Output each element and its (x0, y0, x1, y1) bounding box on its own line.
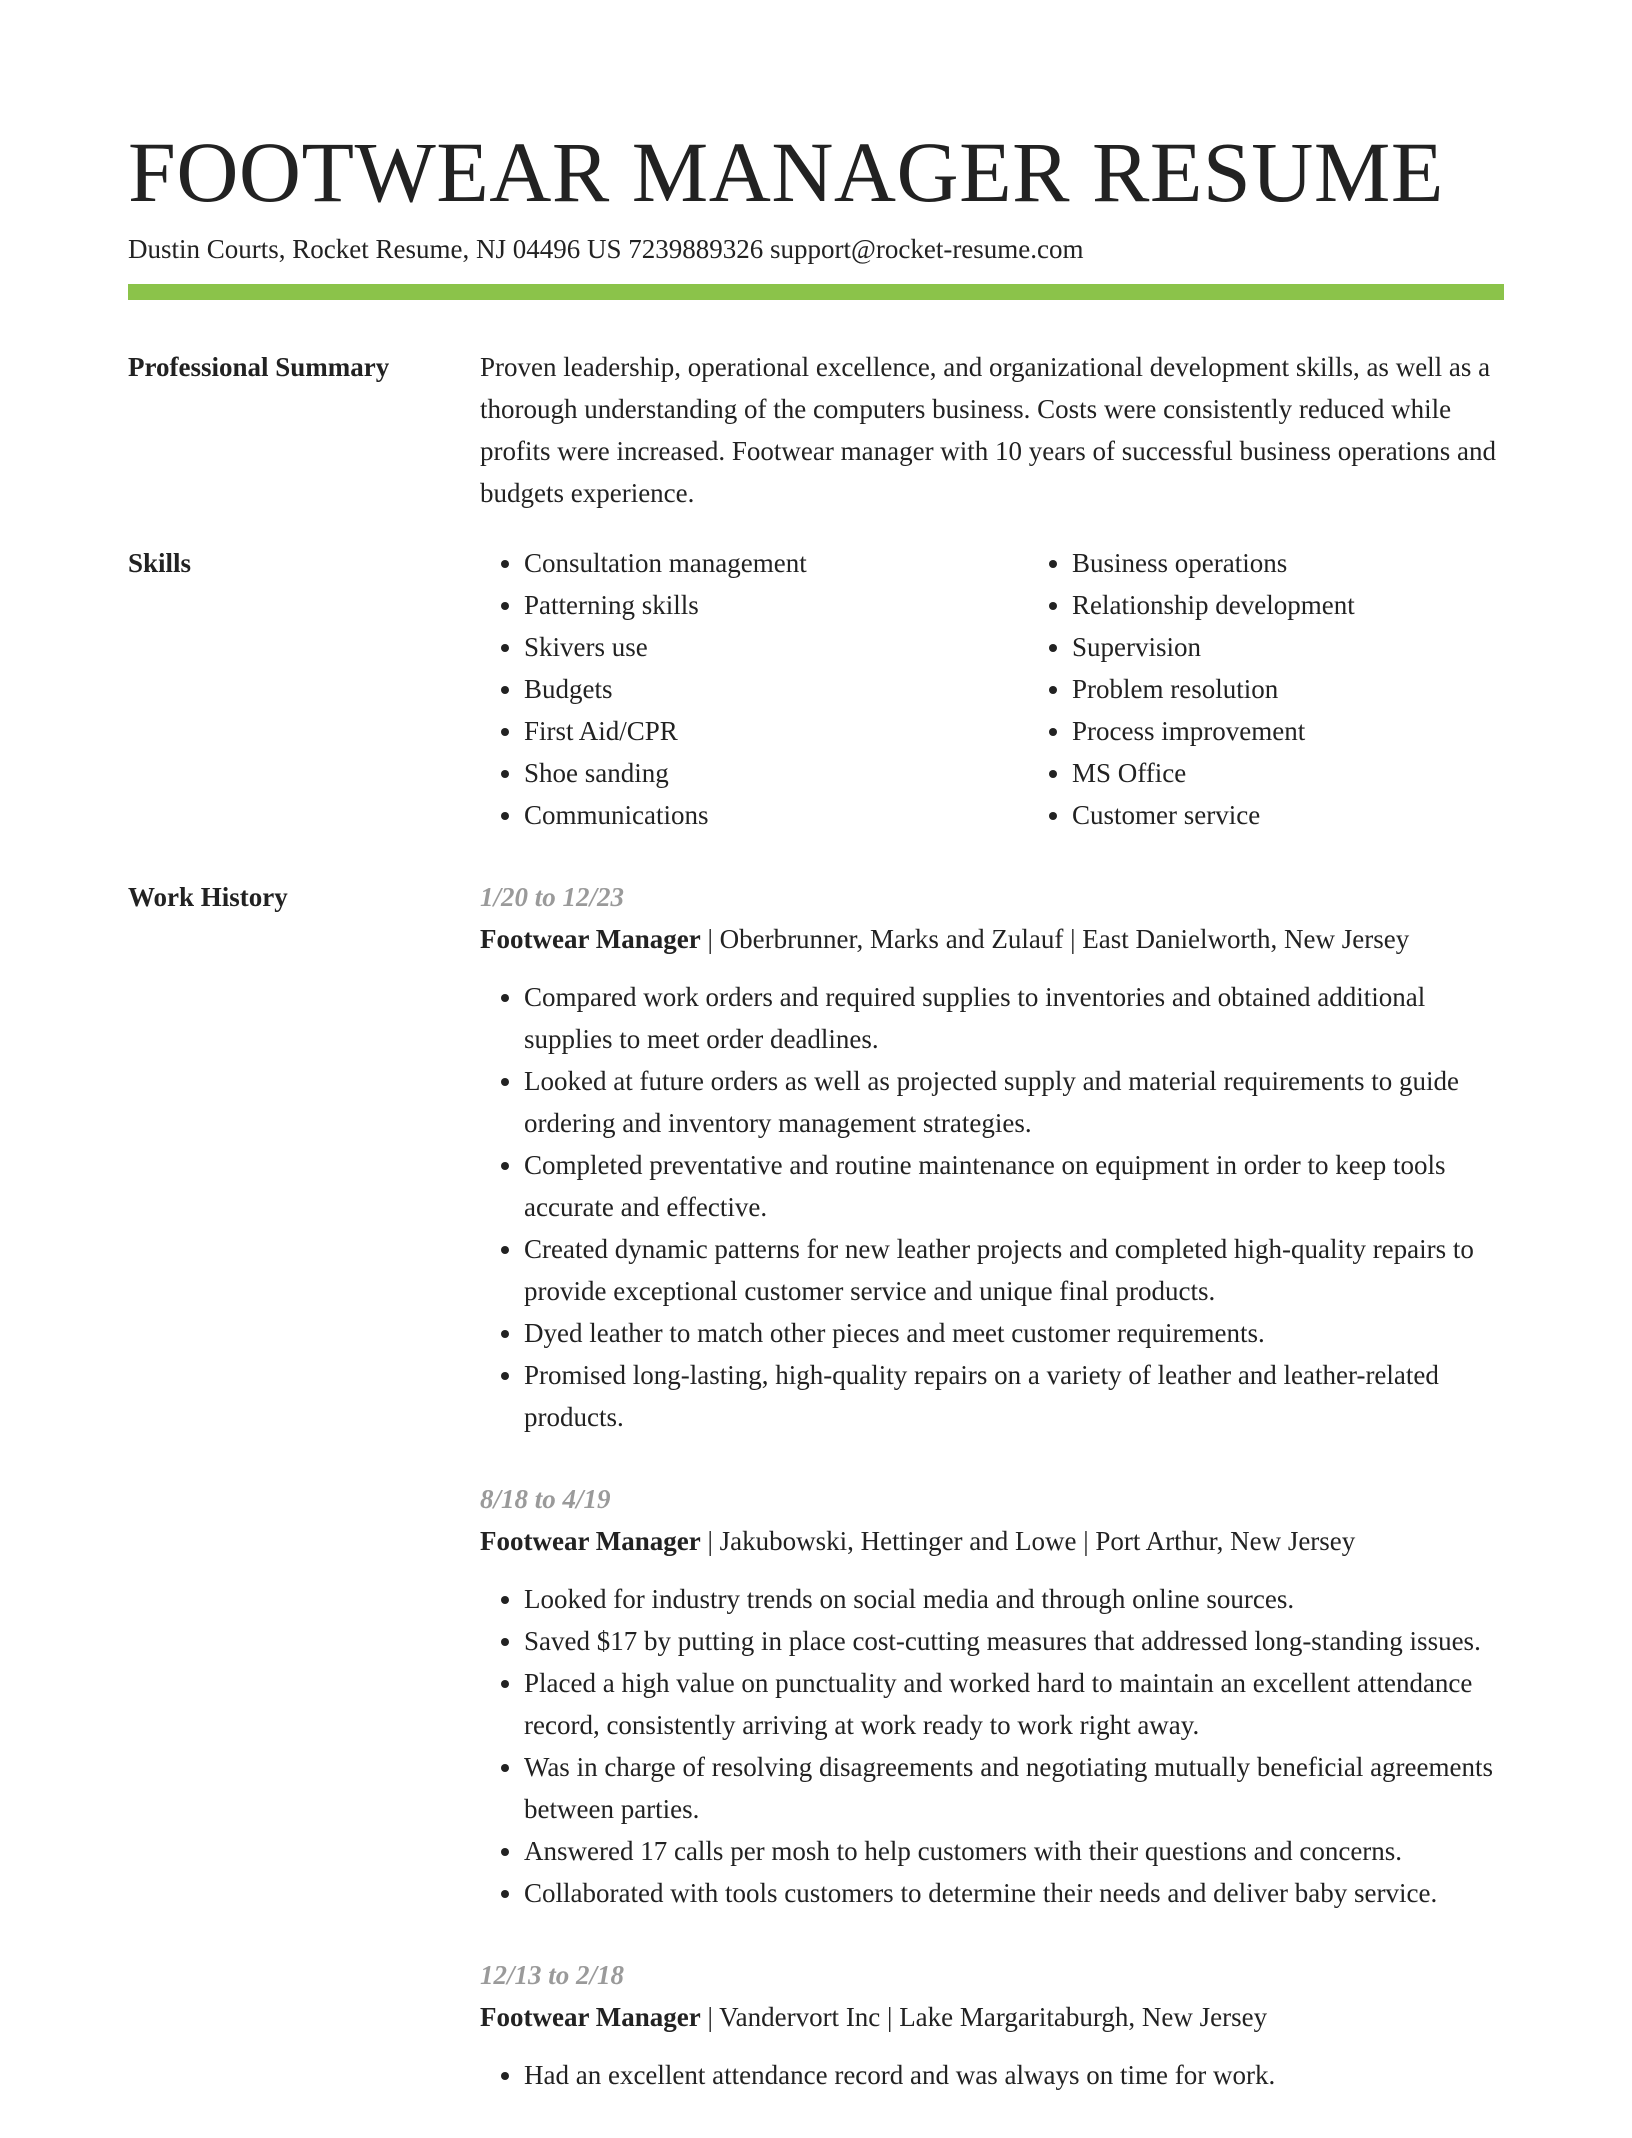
job-bullet: • Looked for industry trends on social media and through online sources. (524, 1578, 1504, 1620)
skill-item: • Supervision (1072, 626, 1576, 668)
resume-title: FOOTWEAR MANAGER RESUME (128, 124, 1444, 220)
resume-page (128, 0, 1504, 2138)
job-details: | Vandervort Inc | Lake Margaritaburgh, New Jersey (700, 2002, 1268, 2032)
job-bullet: • Was in charge of resolving disagreements and negotiating mutually beneficial agreements between parties. (524, 1746, 1504, 1830)
job-bullet: • Compared work orders and required supplies to inventories and obtained additional supplies to meet order deadlines. (524, 976, 1504, 1060)
skill-item: • Relationship development (1072, 584, 1576, 626)
job-heading (480, 1996, 1504, 2038)
skill-item: • Shoe sanding (524, 752, 1028, 794)
job-entry (480, 1478, 1504, 1914)
job-dates: 12/13 to 2/18 (480, 1960, 625, 1990)
job-bullet: • Collaborated with tools customers to determine their needs and deliver baby service. (524, 1872, 1504, 1914)
job-bullets (480, 976, 1504, 1438)
skill-item: • Customer service (1072, 794, 1576, 836)
job-heading (480, 1520, 1504, 1562)
job-dates: 8/18 to 4/19 (480, 1484, 611, 1514)
summary-text: Proven leadership, operational excellence, and organizational development skills, as well as a thorough understanding of the computers business. Costs were consistently reduced while profits were increased. Footwear manager with 10 years of successful business operations and budgets experience. (480, 352, 1496, 508)
skill-item: • Consultation management (524, 542, 1028, 584)
skill-item: • First Aid/CPR (524, 710, 1028, 752)
skills-label: Skills (128, 548, 192, 578)
header-divider (128, 284, 1504, 300)
job-bullet: • Had an excellent attendance record and was always on time for work. (524, 2054, 1504, 2096)
job-bullet: • Answered 17 calls per mosh to help customers with their questions and concerns. (524, 1830, 1504, 1872)
skill-item: • Patterning skills (524, 584, 1028, 626)
skill-item: • Process improvement (1072, 710, 1576, 752)
skill-item: • Skivers use (524, 626, 1028, 668)
skill-item: • MS Office (1072, 752, 1576, 794)
job-details: | Oberbrunner, Marks and Zulauf | East Danielworth, New Jersey (700, 924, 1410, 954)
skills-section (128, 544, 1504, 836)
job-bullet: • Created dynamic patterns for new leather projects and completed high-quality repairs to provide exceptional customer service and unique final products. (524, 1228, 1504, 1312)
work-history-label: Work History (128, 882, 288, 912)
skills-column-1 (480, 542, 1028, 836)
job-details: | Jakubowski, Hettinger and Lowe | Port Arthur, New Jersey (700, 1526, 1356, 1556)
skill-item: • Business operations (1072, 542, 1576, 584)
skill-item: • Budgets (524, 668, 1028, 710)
work-history-section (128, 878, 1504, 2138)
summary-label: Professional Summary (128, 352, 390, 382)
job-bullet: • Dyed leather to match other pieces and meet customer requirements. (524, 1312, 1504, 1354)
skill-item: • Communications (524, 794, 1028, 836)
contact-line: Dustin Courts, Rocket Resume, NJ 04496 US 7239889326 support@rocket-resume.com (128, 234, 1084, 264)
job-dates: 1/20 to 12/23 (480, 882, 625, 912)
skill-item: • Problem resolution (1072, 668, 1576, 710)
job-bullet: • Placed a high value on punctuality and worked hard to maintain an excellent attendance record, consistently arriving at work ready to work right away. (524, 1662, 1504, 1746)
job-bullet: • Saved $17 by putting in place cost-cutting measures that addressed long-standing issues. (524, 1620, 1504, 1662)
job-title: Footwear Manager (480, 924, 701, 954)
job-bullets (480, 1578, 1504, 1914)
job-bullet: • Completed preventative and routine maintenance on equipment in order to keep tools accurate and effective. (524, 1144, 1504, 1228)
skills-column-2 (1028, 542, 1576, 836)
job-bullet: • Promised long-lasting, high-quality repairs on a variety of leather and leather-related products. (524, 1354, 1504, 1438)
job-bullet: • Looked at future orders as well as projected supply and material requirements to guide ordering and inventory management strategies. (524, 1060, 1504, 1144)
job-bullets (480, 2054, 1504, 2096)
summary-section (128, 348, 1504, 514)
job-title: Footwear Manager (480, 1526, 701, 1556)
job-heading (480, 918, 1504, 960)
job-entry (480, 876, 1504, 1438)
job-entry (480, 1954, 1504, 2096)
job-title: Footwear Manager (480, 2002, 701, 2032)
